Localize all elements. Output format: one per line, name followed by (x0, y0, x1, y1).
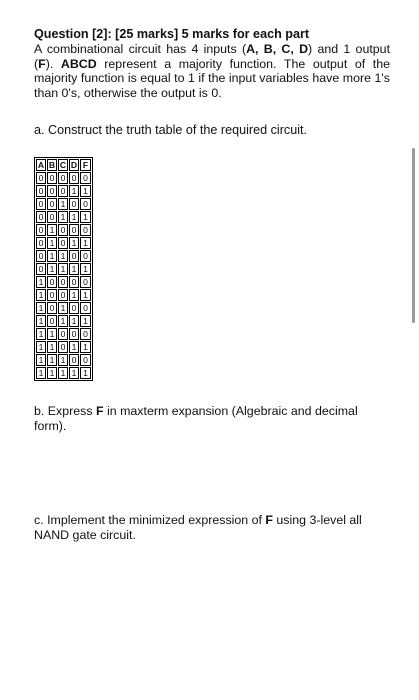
cell-c: 0 (58, 185, 68, 197)
cell-c: 1 (58, 198, 68, 210)
cell-a: 0 (36, 224, 46, 236)
cell-a: 1 (36, 341, 46, 353)
header-c: C (59, 160, 67, 170)
cell-c: 0 (58, 172, 68, 184)
part-b-suffix: in maxterm expansion (Algebraic and decimal form). (34, 404, 358, 433)
truth-table-body (36, 172, 91, 379)
part-b-text (34, 404, 390, 433)
cell-a: 1 (36, 354, 46, 366)
cell-a: 1 (36, 276, 46, 288)
cell-a: 0 (36, 263, 46, 275)
cell-d: 1 (69, 211, 79, 223)
cell-c: 0 (58, 328, 68, 340)
cell-f: 0 (80, 224, 91, 236)
cell-b: 1 (47, 328, 57, 340)
cell-b: 0 (47, 315, 57, 327)
cell-b: 0 (47, 172, 57, 184)
intro-output: F (38, 56, 46, 71)
table-row (36, 367, 91, 379)
part-b-var: F (95, 404, 104, 418)
header-f: F (80, 159, 91, 171)
table-row (36, 354, 91, 366)
table-row (36, 198, 91, 210)
cell-b: 0 (47, 289, 57, 301)
table-row (36, 276, 91, 288)
cell-d: 1 (69, 341, 79, 353)
table-row (36, 315, 91, 327)
cell-c: 0 (58, 276, 68, 288)
intro-text-2: ) and 1 output ( (34, 42, 391, 71)
part-b-prefix: b. Express (34, 404, 96, 418)
cell-b: 0 (47, 211, 57, 223)
cell-f: 0 (80, 328, 91, 340)
cell-f: 1 (80, 315, 91, 327)
cell-d: 0 (69, 224, 79, 236)
cell-f: 0 (80, 198, 91, 210)
cell-a: 0 (36, 198, 46, 210)
table-row (36, 289, 91, 301)
cell-c: 1 (58, 354, 68, 366)
cell-d: 0 (69, 354, 79, 366)
cell-d: 1 (69, 185, 79, 197)
cell-d: 0 (69, 302, 79, 314)
table-row (36, 224, 91, 236)
intro-text-4: represent a majority function. The output of the majority function is equal to 1 if the input variables have more 1's than 0's, otherwise the output is 0. (34, 56, 391, 100)
cell-c: 0 (58, 341, 68, 353)
cell-f: 1 (80, 211, 91, 223)
cell-a: 1 (36, 328, 46, 340)
part-c-text (34, 513, 390, 542)
cell-f: 0 (80, 302, 91, 314)
cell-c: 1 (58, 315, 68, 327)
cell-a: 1 (36, 315, 46, 327)
intro-text-1: A combinational circuit has 4 inputs ( (34, 42, 247, 56)
question-title: Question [2]: [25 marks] 5 marks for each part (34, 27, 310, 41)
cell-a: 0 (36, 211, 46, 223)
cell-f: 1 (80, 237, 91, 249)
table-row (36, 328, 91, 340)
table-row (36, 250, 91, 262)
cell-d: 0 (69, 250, 79, 262)
table-row (36, 172, 91, 184)
cell-c: 0 (58, 237, 68, 249)
header-a: A (37, 160, 45, 170)
cell-c: 1 (58, 263, 68, 275)
truth-table-header-row (36, 159, 91, 171)
cell-b: 1 (47, 224, 57, 236)
cell-a: 0 (36, 237, 46, 249)
cell-b: 1 (47, 250, 57, 262)
cell-b: 0 (47, 198, 57, 210)
part-c-suffix: using 3-level all NAND gate circuit. (34, 513, 362, 542)
cell-d: 1 (69, 237, 79, 249)
cell-b: 0 (47, 302, 57, 314)
vertical-scrollbar[interactable] (412, 148, 415, 323)
cell-f: 1 (80, 367, 91, 379)
table-row (36, 341, 91, 353)
cell-d: 1 (69, 263, 79, 275)
cell-f: 1 (80, 263, 91, 275)
table-row (36, 263, 91, 275)
cell-a: 0 (36, 250, 46, 262)
cell-f: 1 (80, 185, 91, 197)
table-row (36, 237, 91, 249)
cell-a: 1 (36, 367, 46, 379)
cell-a: 0 (36, 172, 46, 184)
cell-c: 1 (58, 367, 68, 379)
cell-a: 1 (36, 302, 46, 314)
table-row (36, 211, 91, 223)
cell-a: 0 (36, 185, 46, 197)
cell-b: 1 (47, 367, 57, 379)
truth-table (34, 157, 93, 381)
part-c-var: F (265, 513, 273, 527)
intro-text-3: ). (45, 56, 61, 71)
table-row (36, 185, 91, 197)
cell-d: 1 (69, 367, 79, 379)
cell-a: 1 (36, 289, 46, 301)
cell-b: 1 (47, 237, 57, 249)
cell-f: 0 (80, 172, 91, 184)
table-row (36, 302, 91, 314)
cell-c: 1 (58, 211, 68, 223)
cell-b: 1 (47, 341, 57, 353)
question-intro (34, 42, 390, 100)
cell-b: 0 (47, 276, 57, 288)
cell-d: 1 (69, 315, 79, 327)
part-c-prefix: c. Implement the minimized expression of (34, 513, 266, 527)
cell-b: 1 (47, 354, 57, 366)
header-d: D (70, 160, 78, 170)
cell-d: 0 (69, 276, 79, 288)
cell-f: 0 (80, 250, 91, 262)
cell-d: 0 (69, 328, 79, 340)
cell-f: 0 (80, 276, 91, 288)
cell-d: 0 (69, 198, 79, 210)
header-b: B (48, 160, 56, 170)
cell-b: 1 (47, 263, 57, 275)
cell-c: 0 (58, 224, 68, 236)
cell-f: 0 (80, 354, 91, 366)
cell-f: 1 (80, 289, 91, 301)
part-a-text: a. Construct the truth table of the required circuit. (34, 123, 308, 137)
intro-inputs: A, B, C, D (246, 42, 309, 56)
intro-abcd: ABCD (60, 56, 97, 71)
cell-c: 1 (58, 302, 68, 314)
cell-f: 1 (80, 341, 91, 353)
cell-c: 1 (58, 250, 68, 262)
cell-c: 0 (58, 289, 68, 301)
cell-d: 0 (69, 172, 79, 184)
cell-b: 0 (47, 185, 57, 197)
cell-d: 1 (69, 289, 79, 301)
